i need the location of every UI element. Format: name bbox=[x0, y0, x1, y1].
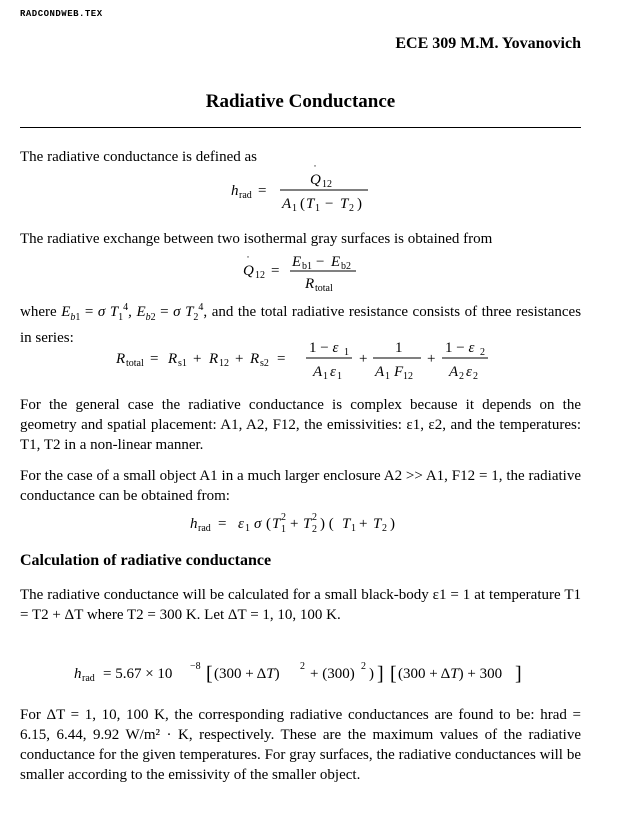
svg-text:T: T bbox=[306, 196, 315, 212]
svg-text:1 − ε: 1 − ε bbox=[445, 340, 475, 356]
svg-text:h: h bbox=[74, 666, 82, 682]
svg-text:h: h bbox=[190, 516, 198, 532]
svg-text:(: ( bbox=[266, 516, 271, 532]
svg-text:rad: rad bbox=[239, 190, 252, 201]
svg-text:R: R bbox=[168, 351, 178, 367]
svg-text:σ: σ bbox=[254, 516, 262, 532]
svg-text:1: 1 bbox=[351, 523, 356, 534]
svg-text:2: 2 bbox=[312, 524, 317, 535]
svg-text:2: 2 bbox=[361, 661, 366, 672]
svg-text:+ (300): + (300) bbox=[310, 666, 355, 682]
svg-text:1 − ε: 1 − ε bbox=[309, 340, 339, 356]
svg-text:= 5.67 × 10: = 5.67 × 10 bbox=[103, 666, 173, 682]
svg-text:T: T bbox=[303, 516, 312, 532]
svg-text:+: + bbox=[193, 351, 202, 367]
svg-text:[: [ bbox=[390, 663, 397, 685]
equation-total-resistance bbox=[0, 338, 630, 384]
svg-text:12: 12 bbox=[322, 179, 332, 190]
svg-text:=: = bbox=[258, 183, 267, 199]
svg-text:T: T bbox=[340, 196, 349, 212]
course-header: ECE 309 M.M. Yovanovich bbox=[395, 35, 581, 52]
svg-text:F: F bbox=[394, 364, 404, 380]
svg-text:1: 1 bbox=[292, 203, 297, 214]
title-rule bbox=[20, 127, 581, 128]
svg-text:2: 2 bbox=[459, 371, 464, 382]
svg-text:T: T bbox=[272, 516, 281, 532]
svg-text:) (: ) ( bbox=[320, 516, 334, 532]
paragraph-general-case: For the general case the radiative conductance is complex because it depends on the geometry and spatial placement: A1, A2, F12, the emissivities: ε1, ε2, and the temperatures: T1, T2 in a non-linear manner. bbox=[20, 397, 581, 453]
svg-text:1: 1 bbox=[395, 340, 403, 356]
equation-hrad-small-object bbox=[0, 508, 630, 538]
svg-text:1: 1 bbox=[281, 524, 286, 535]
svg-text:R: R bbox=[305, 276, 315, 292]
paragraph-definition: The radiative conductance is defined as bbox=[20, 149, 257, 165]
svg-text:T: T bbox=[342, 516, 351, 532]
svg-text:ε: ε bbox=[330, 364, 336, 380]
svg-text:=: = bbox=[277, 351, 286, 367]
paragraph-calculation-setup: The radiative conductance will be calculated for a small black-body ε1 = 1 at temperature T1 = T2 + ΔT where T2 = 300 K. Let ΔT = 1, 10, 100 K. bbox=[20, 587, 581, 623]
svg-text:−8: −8 bbox=[190, 661, 201, 672]
svg-text:˙: ˙ bbox=[313, 162, 317, 176]
svg-text:1: 1 bbox=[385, 371, 390, 382]
svg-text:): ) bbox=[390, 516, 395, 532]
svg-text:(300 + ΔT): (300 + ΔT) bbox=[214, 666, 280, 682]
svg-text:1: 1 bbox=[344, 347, 349, 358]
svg-text:A: A bbox=[313, 364, 323, 380]
paragraph-resistance: where $E_{b1} = \sigma$ $T_1^4$, $E_{b2} = \sigma$ $T_2^4$, and the total radiative resistance consists of three resistances in series: bbox=[20, 302, 582, 346]
paragraph-exchange: The radiative exchange between two isothermal gray surfaces is obtained from bbox=[20, 231, 493, 247]
svg-text:): ) bbox=[369, 666, 374, 682]
svg-text:˙: ˙ bbox=[246, 253, 250, 267]
paragraph-results: For ΔT = 1, 10, 100 K, the corresponding radiative conductances are found to be: hrad = 6.15, 6.44, 9.92 W/m² · K, respectively. These are the maximum values of the radiative conductance for the given temperatures. For gray surfaces, the radiative conductances will be smaller according to the emissivity of the smaller object. bbox=[20, 707, 581, 783]
svg-text:h: h bbox=[231, 183, 239, 199]
svg-text:=: = bbox=[271, 263, 280, 279]
equation-heat-exchange bbox=[0, 250, 630, 296]
svg-text:+: + bbox=[359, 516, 368, 532]
svg-text:=: = bbox=[218, 516, 227, 532]
svg-text:2: 2 bbox=[300, 661, 305, 672]
paragraph-resistance-tail: and the total radiative resistance consists of three resistances in series: bbox=[20, 304, 582, 346]
equation-hrad-numeric bbox=[0, 656, 630, 692]
svg-text:b1: b1 bbox=[302, 261, 312, 272]
svg-text:]: ] bbox=[377, 663, 384, 685]
svg-text:R: R bbox=[250, 351, 260, 367]
svg-text:1: 1 bbox=[315, 203, 320, 214]
svg-text:ε: ε bbox=[466, 364, 472, 380]
svg-text:12: 12 bbox=[403, 371, 413, 382]
svg-text:E: E bbox=[292, 254, 302, 270]
svg-text:1: 1 bbox=[245, 523, 250, 534]
svg-text:E: E bbox=[331, 254, 341, 270]
equation-hrad-definition bbox=[0, 162, 630, 214]
svg-text:]: ] bbox=[515, 663, 522, 685]
svg-text:+: + bbox=[427, 351, 436, 367]
svg-text:R: R bbox=[209, 351, 219, 367]
svg-text:rad: rad bbox=[198, 523, 211, 534]
paragraph-resistance-lead: where bbox=[20, 304, 57, 320]
svg-text:=: = bbox=[150, 351, 159, 367]
page-title: Radiative Conductance bbox=[205, 91, 396, 112]
file-label: RADCONDWEB.TEX bbox=[20, 9, 103, 19]
svg-text:A: A bbox=[375, 364, 385, 380]
svg-text:2: 2 bbox=[312, 512, 317, 523]
section-heading: Calculation of radiative conductance bbox=[20, 552, 272, 569]
svg-text:Q: Q bbox=[310, 172, 321, 188]
svg-text:+: + bbox=[235, 351, 244, 367]
svg-text:−: − bbox=[316, 254, 325, 270]
svg-text:1: 1 bbox=[337, 371, 342, 382]
svg-text:(300 + ΔT) + 300: (300 + ΔT) + 300 bbox=[398, 666, 503, 682]
svg-text:1: 1 bbox=[323, 371, 328, 382]
svg-text:Q: Q bbox=[243, 263, 254, 279]
svg-text:R: R bbox=[116, 351, 126, 367]
svg-text:−: − bbox=[325, 196, 334, 212]
svg-text:+: + bbox=[290, 516, 299, 532]
svg-text:ε: ε bbox=[238, 516, 244, 532]
svg-text:A: A bbox=[449, 364, 459, 380]
svg-text:2: 2 bbox=[480, 347, 485, 358]
svg-text:2: 2 bbox=[473, 371, 478, 382]
svg-text:s2: s2 bbox=[260, 358, 269, 369]
paragraph-small-object: For the case of a small object A1 in a much larger enclosure A2 >> A1, F12 = 1, the radiative conductance can be obtained from: bbox=[20, 468, 581, 504]
svg-text:[: [ bbox=[206, 663, 213, 685]
svg-text:12: 12 bbox=[255, 270, 265, 281]
svg-text:12: 12 bbox=[219, 358, 229, 369]
svg-text:2: 2 bbox=[349, 203, 354, 214]
svg-text:total: total bbox=[126, 358, 144, 369]
svg-text:b2: b2 bbox=[341, 261, 351, 272]
svg-text:2: 2 bbox=[382, 523, 387, 534]
svg-text:rad: rad bbox=[82, 673, 95, 684]
svg-text:total: total bbox=[315, 283, 333, 294]
svg-text:s1: s1 bbox=[178, 358, 187, 369]
svg-text:): ) bbox=[357, 196, 362, 212]
svg-text:T: T bbox=[373, 516, 382, 532]
svg-text:+: + bbox=[359, 351, 368, 367]
svg-text:2: 2 bbox=[281, 512, 286, 523]
svg-text:(: ( bbox=[300, 196, 305, 212]
svg-text:A: A bbox=[282, 196, 292, 212]
